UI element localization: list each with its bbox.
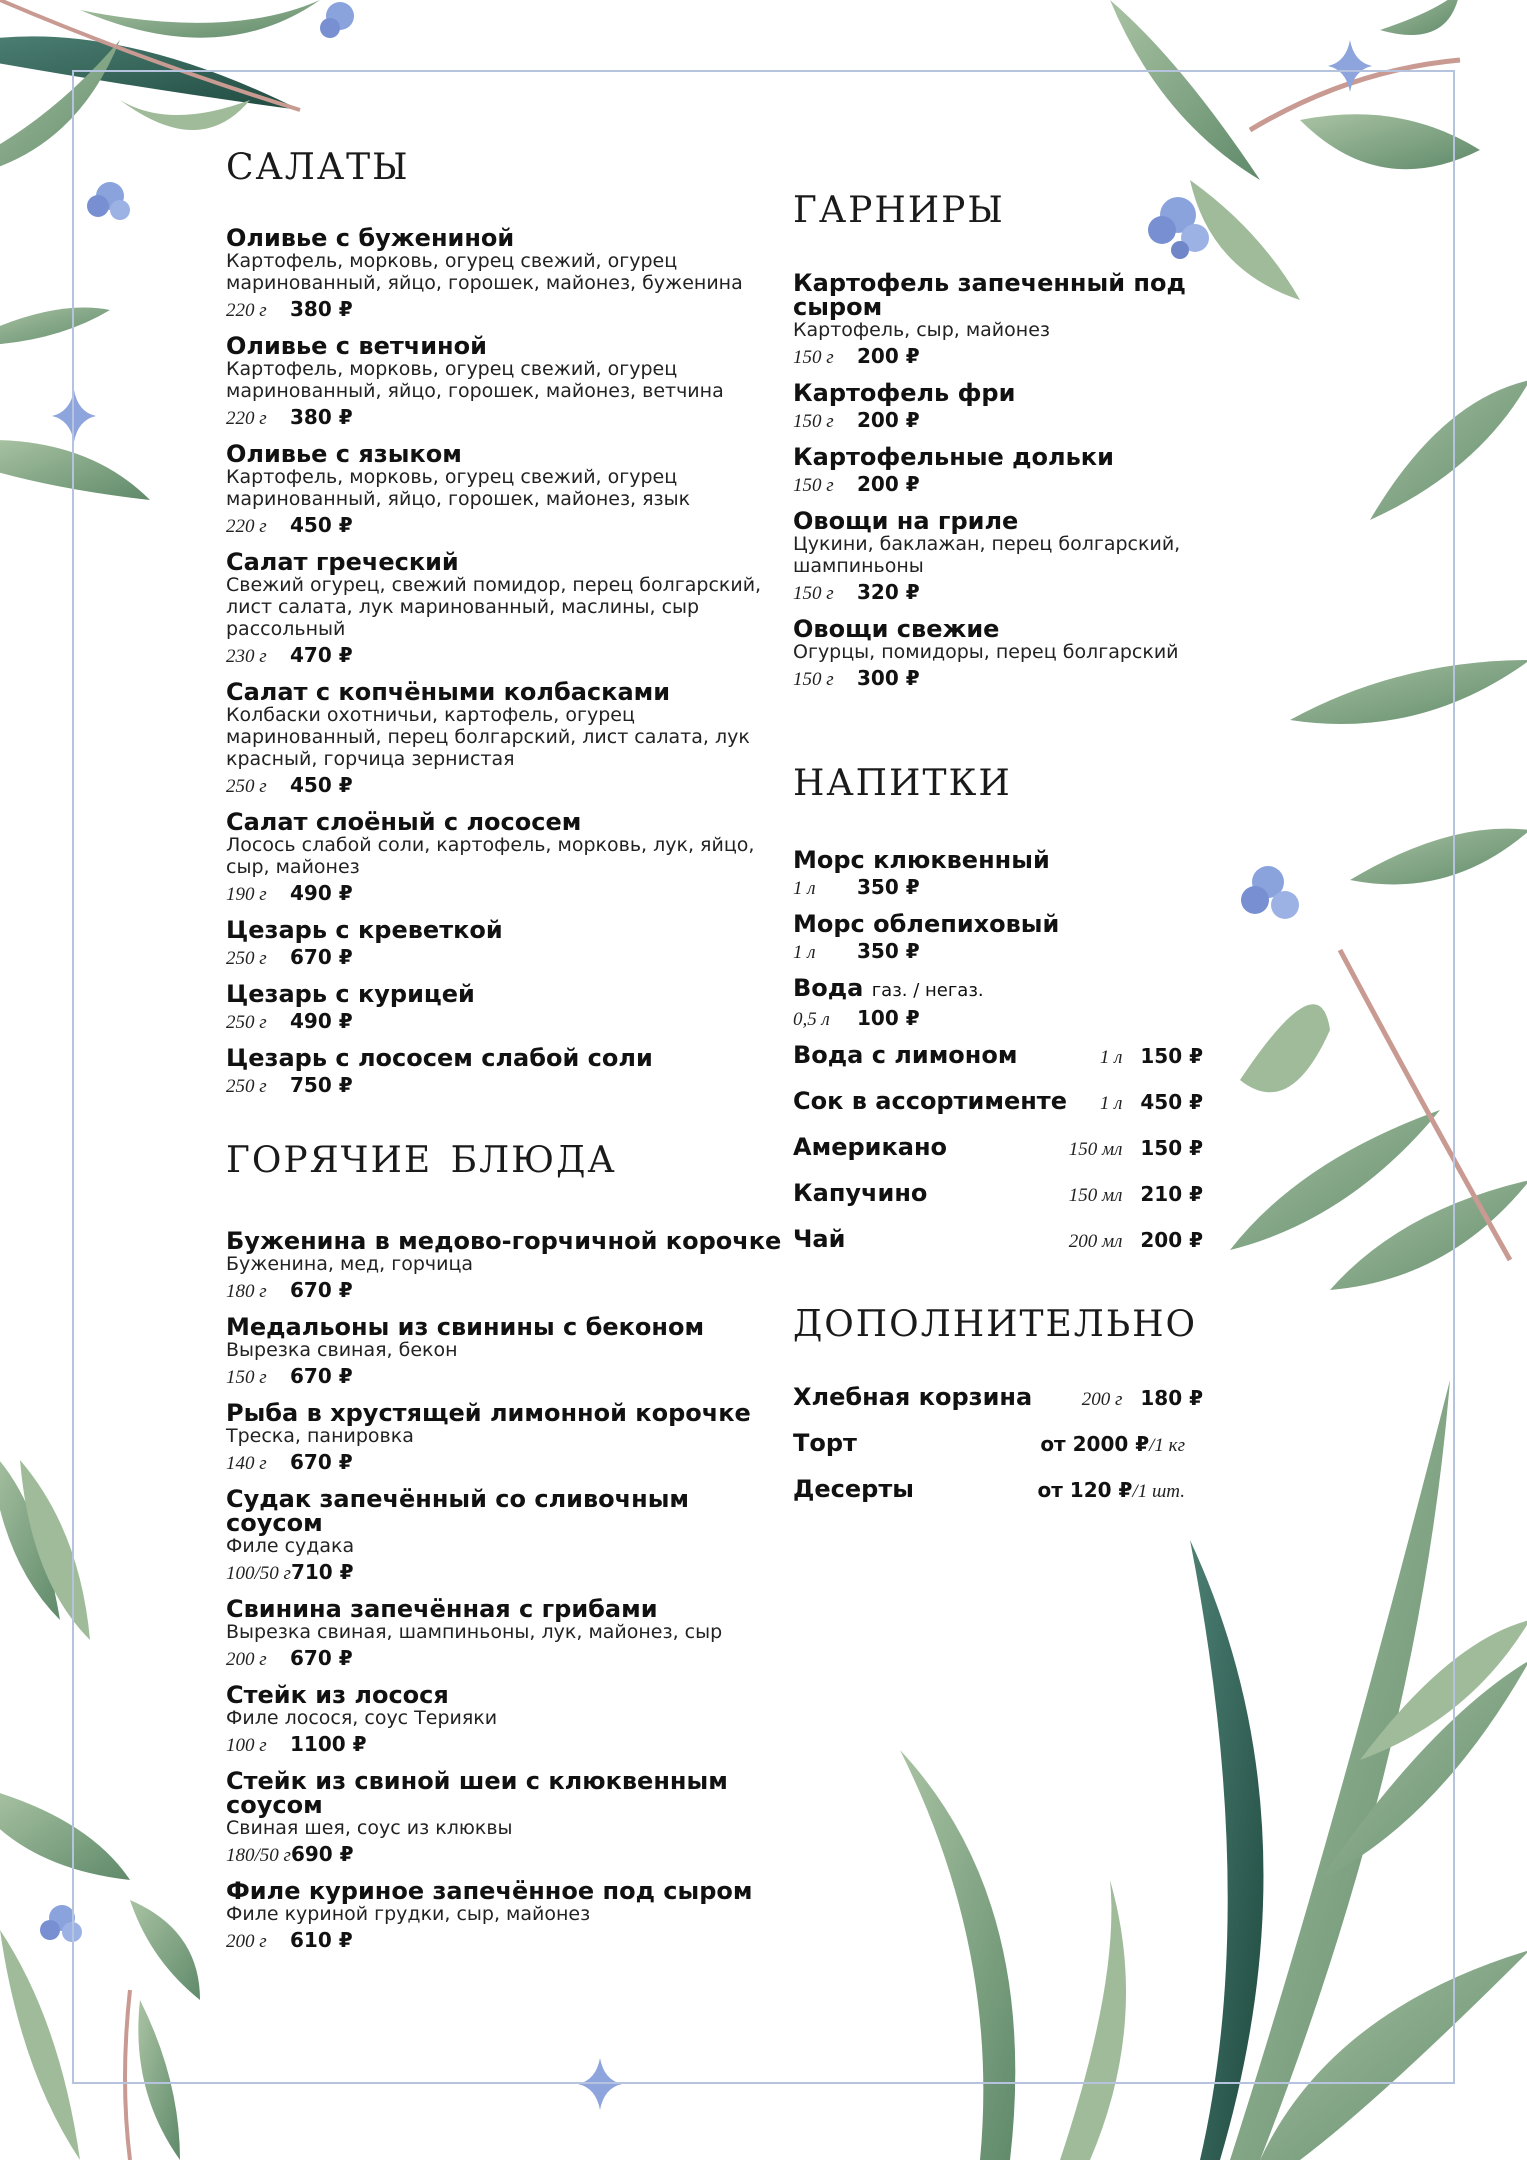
- item-name: [793, 381, 1203, 405]
- item-description: Картофель, морковь, огурец свежий, огурец маринованный, яйцо, горошек, майонез, буженина: [226, 250, 743, 294]
- item-name-text: Овощи свежие: [793, 615, 1000, 643]
- item-description: Свиная шея, соус из клюквы: [226, 1817, 513, 1839]
- drinks-list: [793, 848, 1203, 1032]
- item-price: 670 ₽: [290, 1450, 353, 1474]
- menu-item: [793, 848, 1203, 901]
- item-meta: [226, 1009, 786, 1035]
- menu-item: [226, 1315, 786, 1390]
- menu-row: [793, 1089, 1203, 1115]
- menu-item: [226, 1229, 786, 1304]
- item-meta: [226, 1450, 786, 1476]
- menu-item: [226, 334, 786, 431]
- item-meta: [226, 945, 786, 971]
- item-price: 380 ₽: [290, 405, 353, 429]
- item-description: Филе куриной грудки, сыр, майонез: [226, 1903, 591, 1925]
- item-weight: 200 г: [226, 1649, 267, 1670]
- item-description: Буженина, мед, горчица: [226, 1253, 474, 1275]
- item-name: [226, 810, 786, 834]
- menu-item: [793, 381, 1203, 434]
- item-price: 200 ₽: [857, 408, 920, 432]
- item-price: 200 ₽: [857, 344, 920, 368]
- item-weight: 180 г: [226, 1281, 267, 1302]
- item-price: 670 ₽: [290, 1364, 353, 1388]
- item-name-text: Свинина запечённая с грибами: [226, 1595, 658, 1623]
- item-price: 710 ₽: [290, 1560, 354, 1584]
- item-name-text: Цезарь с курицей: [226, 980, 475, 1008]
- item-price: 450 ₽: [290, 513, 353, 537]
- item-meta: [226, 1073, 786, 1099]
- row-weight: 200 г: [1081, 1389, 1123, 1410]
- item-name: [226, 1315, 786, 1339]
- row-weight: 200 мл: [1068, 1231, 1123, 1252]
- row-price-value: 450 ₽: [1140, 1090, 1203, 1114]
- menu-item: [226, 1487, 786, 1586]
- garnish-list: [793, 271, 1203, 692]
- item-meta: [226, 1646, 786, 1672]
- row-name: Хлебная корзина: [793, 1383, 1033, 1411]
- menu-item: [793, 912, 1203, 965]
- salads-heading: салаты: [226, 132, 410, 192]
- item-meta: [226, 773, 786, 799]
- item-meta: [793, 666, 1203, 692]
- menu-item: [793, 509, 1203, 606]
- menu-row: [793, 1477, 1203, 1503]
- row-price: [1140, 1386, 1203, 1410]
- item-price: 450 ₽: [290, 773, 353, 797]
- item-description: Картофель, сыр, майонез: [793, 319, 1050, 341]
- item-description: Колбаски охотничьи, картофель, огурец маринованный, перец болгарский, лист салата, лук красный, горчица зернистая: [226, 704, 750, 770]
- item-name: [226, 550, 786, 574]
- row-weight: 150 мл: [1068, 1139, 1123, 1160]
- item-name-text: Буженина в медово-горчичной корочке: [226, 1227, 782, 1255]
- item-weight: 150 г: [226, 1367, 267, 1388]
- menu-item: [226, 982, 786, 1035]
- item-meta: [793, 875, 1203, 901]
- item-meta: [226, 1560, 786, 1586]
- row-name: Американо: [793, 1133, 948, 1161]
- item-meta: [793, 408, 1203, 434]
- menu-row: [793, 1135, 1203, 1161]
- item-weight: 230 г: [226, 646, 267, 667]
- item-meta: [226, 1842, 786, 1868]
- menu-item: [226, 680, 786, 799]
- item-description: Картофель, морковь, огурец свежий, огурец маринованный, яйцо, горошек, майонез, язык: [226, 466, 691, 510]
- row-unit: /1 кг: [1149, 1435, 1185, 1456]
- item-meta: [793, 939, 1203, 965]
- item-price: 350 ₽: [857, 939, 920, 963]
- item-meta: [226, 1278, 786, 1304]
- menu-item: [226, 918, 786, 971]
- item-price: 350 ₽: [857, 875, 920, 899]
- item-meta: [226, 643, 786, 669]
- item-description: Филе судака: [226, 1535, 355, 1557]
- item-meta: [793, 344, 1203, 370]
- item-name-text: Судак запечённый со сливочным соусом: [226, 1485, 690, 1537]
- item-name: [226, 1879, 786, 1903]
- extra-heading: дополнительно: [793, 1289, 1198, 1349]
- left-column: [226, 132, 786, 1965]
- row-price: [1140, 1228, 1203, 1252]
- row-weight: 1 л: [1099, 1093, 1123, 1114]
- item-name: [226, 226, 786, 250]
- item-description: Свежий огурец, свежий помидор, перец болгарский, лист салата, лук маринованный, маслины, сыр рассольный: [226, 574, 762, 640]
- item-name-text: Рыба в хрустящей лимонной корочке: [226, 1399, 751, 1427]
- item-name: [793, 445, 1203, 469]
- row-price-value: от 2000 ₽: [1040, 1432, 1150, 1456]
- drinks-heading: напитки: [793, 748, 1012, 808]
- right-column: [793, 175, 1203, 1523]
- item-weight: 100 г: [226, 1735, 267, 1756]
- item-name-text: Картофель фри: [793, 379, 1016, 407]
- menu-item: [226, 1046, 786, 1099]
- item-name-text: Цезарь с лососем слабой соли: [226, 1044, 653, 1072]
- item-meta: [793, 580, 1203, 606]
- row-name: Десерты: [793, 1475, 914, 1503]
- item-weight: 250 г: [226, 1012, 267, 1033]
- menu-item: [226, 1683, 786, 1758]
- item-price: 200 ₽: [857, 472, 920, 496]
- row-price: [1140, 1044, 1203, 1068]
- menu-item: [226, 1597, 786, 1672]
- item-name: [793, 617, 1203, 641]
- menu-item: [793, 271, 1203, 370]
- item-name-text: Медальоны из свинины с беконом: [226, 1313, 705, 1341]
- item-weight: 100/50 г: [226, 1563, 291, 1584]
- item-name-text: Морс облепиховый: [793, 910, 1060, 938]
- item-description: Вырезка свиная, шампиньоны, лук, майонез, сыр: [226, 1621, 723, 1643]
- garnish-heading: гарниры: [793, 175, 1005, 235]
- item-name: [793, 271, 1203, 319]
- item-name-text: Оливье с языком: [226, 440, 462, 468]
- item-price: 490 ₽: [290, 1009, 353, 1033]
- item-name-text: Оливье с ветчиной: [226, 332, 487, 360]
- drinks-table: [793, 1043, 1203, 1253]
- menu-item: [793, 445, 1203, 498]
- item-price: 610 ₽: [290, 1928, 353, 1952]
- item-meta: [226, 1732, 786, 1758]
- menu-item: [226, 810, 786, 907]
- row-price: [1140, 1182, 1203, 1206]
- row-name: Вода с лимоном: [793, 1041, 1018, 1069]
- item-name-text: Картофель запеченный под сыром: [793, 269, 1186, 321]
- item-name: [226, 1487, 786, 1535]
- item-price: 380 ₽: [290, 297, 353, 321]
- item-name: [226, 680, 786, 704]
- menu-row: [793, 1385, 1203, 1411]
- item-weight: 150 г: [793, 669, 834, 690]
- menu-item: [226, 1769, 786, 1868]
- item-description: Треска, панировка: [226, 1425, 414, 1447]
- item-price: 690 ₽: [290, 1842, 354, 1866]
- item-price: 670 ₽: [290, 1278, 353, 1302]
- item-price: 300 ₽: [857, 666, 920, 690]
- item-weight: 150 г: [793, 583, 834, 604]
- menu-item: [226, 442, 786, 539]
- item-weight: 140 г: [226, 1453, 267, 1474]
- item-name-text: Морс клюквенный: [793, 846, 1050, 874]
- item-name: [226, 1769, 786, 1817]
- row-price-value: 150 ₽: [1140, 1136, 1203, 1160]
- item-name: [226, 1683, 786, 1707]
- item-name: [226, 1401, 786, 1425]
- row-price-value: 200 ₽: [1140, 1228, 1203, 1252]
- item-description: Цукини, баклажан, перец болгарский, шампиньоны: [793, 533, 1181, 577]
- item-name-text: Оливье с бужениной: [226, 224, 515, 252]
- menu-item: [793, 617, 1203, 692]
- item-name-text: Салат с копчёными колбасками: [226, 678, 671, 706]
- item-name-text: Картофельные дольки: [793, 443, 1114, 471]
- hot-dishes-heading: горячие блюда: [226, 1125, 617, 1185]
- item-name: [793, 976, 1203, 1003]
- row-name: Торт: [793, 1429, 857, 1457]
- menu-item: [226, 550, 786, 669]
- item-price: 670 ₽: [290, 945, 353, 969]
- item-weight: 1 л: [793, 942, 816, 963]
- item-meta: [226, 513, 786, 539]
- hot-dishes-list: [226, 1229, 786, 1954]
- item-name-text: Цезарь с креветкой: [226, 916, 503, 944]
- row-price-value: 150 ₽: [1140, 1044, 1203, 1068]
- item-weight: 200 г: [226, 1931, 267, 1952]
- item-name-text: Стейк из лосося: [226, 1681, 449, 1709]
- item-name-text: Овощи на гриле: [793, 507, 1019, 535]
- item-name: [226, 334, 786, 358]
- item-meta: [226, 1364, 786, 1390]
- salads-list: [226, 226, 786, 1099]
- item-meta: [793, 1006, 1203, 1032]
- item-description: Картофель, морковь, огурец свежий, огурец маринованный, яйцо, горошек, майонез, ветчина: [226, 358, 724, 402]
- item-weight: 190 г: [226, 884, 267, 905]
- row-weight: 150 мл: [1068, 1185, 1123, 1206]
- item-price: 670 ₽: [290, 1646, 353, 1670]
- item-description: Лосось слабой соли, картофель, морковь, лук, яйцо, сыр, майонез: [226, 834, 755, 878]
- item-name: [793, 912, 1203, 936]
- item-weight: 220 г: [226, 300, 267, 321]
- row-price-value: 180 ₽: [1140, 1386, 1203, 1410]
- item-name-note: газ. / негаз.: [871, 980, 984, 1001]
- row-price: [1140, 1136, 1203, 1160]
- item-name: [226, 1597, 786, 1621]
- item-name: [226, 1229, 786, 1253]
- item-price: 750 ₽: [290, 1073, 353, 1097]
- row-price: [1038, 1478, 1204, 1503]
- menu-item: [226, 226, 786, 323]
- item-description: Вырезка свиная, бекон: [226, 1339, 458, 1361]
- menu-row: [793, 1227, 1203, 1253]
- item-weight: 150 г: [793, 411, 834, 432]
- menu-item: [226, 1879, 786, 1954]
- item-name: [226, 982, 786, 1006]
- item-price: 470 ₽: [290, 643, 353, 667]
- menu-row: [793, 1043, 1203, 1069]
- item-description: Филе лосося, соус Терияки: [226, 1707, 498, 1729]
- item-meta: [226, 405, 786, 431]
- item-name: [226, 442, 786, 466]
- item-price: 100 ₽: [857, 1006, 920, 1030]
- item-meta: [226, 1928, 786, 1954]
- item-price: 490 ₽: [290, 881, 353, 905]
- item-meta: [226, 297, 786, 323]
- item-weight: 250 г: [226, 776, 267, 797]
- extra-table: [793, 1385, 1203, 1503]
- item-weight: 250 г: [226, 948, 267, 969]
- item-weight: 0,5 л: [793, 1009, 830, 1030]
- item-name-text: Вода: [793, 974, 864, 1002]
- item-name-text: Салат греческий: [226, 548, 459, 576]
- row-name: Сок в ассортименте: [793, 1087, 1067, 1115]
- row-name: Капучино: [793, 1179, 928, 1207]
- item-weight: 250 г: [226, 1076, 267, 1097]
- menu-item: [226, 1401, 786, 1476]
- item-name-text: Салат слоёный с лососем: [226, 808, 582, 836]
- item-description: Огурцы, помидоры, перец болгарский: [793, 641, 1179, 663]
- item-weight: 150 г: [793, 347, 834, 368]
- menu-row: [793, 1431, 1203, 1457]
- item-weight: 180/50 г: [226, 1845, 291, 1866]
- row-price-value: от 120 ₽: [1037, 1478, 1133, 1502]
- row-name: Чай: [793, 1225, 846, 1253]
- row-price-value: 210 ₽: [1140, 1182, 1203, 1206]
- menu-item: [793, 976, 1203, 1032]
- item-name-text: Стейк из свиной шеи с клюквенным соусом: [226, 1767, 728, 1819]
- item-name-text: Филе куриное запечённое под сыром: [226, 1877, 753, 1905]
- item-price: 1100 ₽: [290, 1732, 367, 1756]
- menu-row: [793, 1181, 1203, 1207]
- item-weight: 1 л: [793, 878, 816, 899]
- item-name: [226, 918, 786, 942]
- item-weight: 220 г: [226, 516, 267, 537]
- row-unit: /1 шт.: [1132, 1481, 1185, 1502]
- item-name: [793, 848, 1203, 872]
- item-meta: [793, 472, 1203, 498]
- item-name: [793, 509, 1203, 533]
- item-weight: 220 г: [226, 408, 267, 429]
- row-price: [1040, 1432, 1203, 1457]
- item-weight: 150 г: [793, 475, 834, 496]
- row-price: [1140, 1090, 1203, 1114]
- row-weight: 1 л: [1099, 1047, 1123, 1068]
- item-price: 320 ₽: [857, 580, 920, 604]
- item-name: [226, 1046, 786, 1070]
- item-meta: [226, 881, 786, 907]
